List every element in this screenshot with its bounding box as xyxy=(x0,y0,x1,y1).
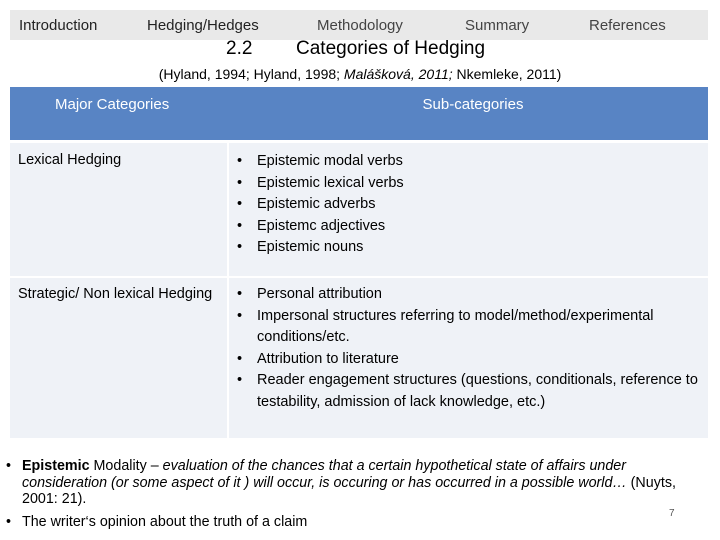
table-row xyxy=(10,142,708,278)
top-navigation-bar xyxy=(10,10,708,40)
note-epistemic-modality xyxy=(6,458,706,508)
nav-references[interactable]: References xyxy=(589,17,666,34)
header-major-categories: Major Categories xyxy=(10,87,228,142)
list-item: • Epistemic modal verbs xyxy=(237,151,700,173)
table-header-row xyxy=(10,87,708,142)
page-number: 7 xyxy=(669,508,675,519)
list-item: • Reader engagement structures (questions, conditionals, reference to testability, admission of lack knowledge, etc.) xyxy=(237,370,700,413)
note-definition: evaluation of the chances that a certain hypothetical state of affairs under consideration (or some aspect of it ) will occur, is occuring or has occurred in a possible world… xyxy=(22,458,627,491)
category-cell: Lexical Hedging xyxy=(10,142,228,278)
nav-methodology[interactable]: Methodology xyxy=(317,17,403,34)
note-citation: (Nuyts, 2001: 21). xyxy=(22,474,676,507)
citations-line xyxy=(0,66,720,82)
citation-part-3: Nkemleke, 2011) xyxy=(456,66,562,82)
citation-part-2: Malášková, 2011; xyxy=(343,66,457,82)
list-item: • Epistemic nouns xyxy=(237,237,700,259)
nav-hedging[interactable]: Hedging/Hedges xyxy=(147,17,259,34)
notes-list xyxy=(6,458,706,530)
table-row xyxy=(10,277,708,438)
subcategory-list xyxy=(237,284,700,413)
hedging-categories-table xyxy=(10,87,708,438)
list-item: • Attribution to literature xyxy=(237,349,700,371)
list-item: • Epistemic adverbs xyxy=(237,194,700,216)
section-number: 2.2 xyxy=(226,38,253,59)
subcategory-cell xyxy=(228,277,708,438)
slide-title: Categories of Hedging xyxy=(296,38,486,59)
header-sub-categories: Sub-categories xyxy=(228,87,708,142)
category-cell: Strategic/ Non lexical Hedging xyxy=(10,277,228,438)
note-term-rest: Modality – xyxy=(93,458,163,474)
citation-part-1: (Hyland, 1994; Hyland, 1998; xyxy=(158,66,344,82)
list-item: • Impersonal structures referring to model/method/experimental conditions/etc. xyxy=(237,306,700,349)
note-writer-opinion: • The writer‘s opinion about the truth of a claim xyxy=(6,514,706,531)
nav-introduction[interactable]: Introduction xyxy=(19,17,98,34)
list-item: • Personal attribution xyxy=(237,284,700,306)
list-item: • Epistemic lexical verbs xyxy=(237,173,700,195)
nav-summary[interactable]: Summary xyxy=(465,17,530,34)
note-bold-term: Epistemic xyxy=(22,458,94,474)
subcategory-cell xyxy=(228,142,708,278)
list-item: • Epistemc adjectives xyxy=(237,216,700,238)
subcategory-list xyxy=(237,151,700,259)
